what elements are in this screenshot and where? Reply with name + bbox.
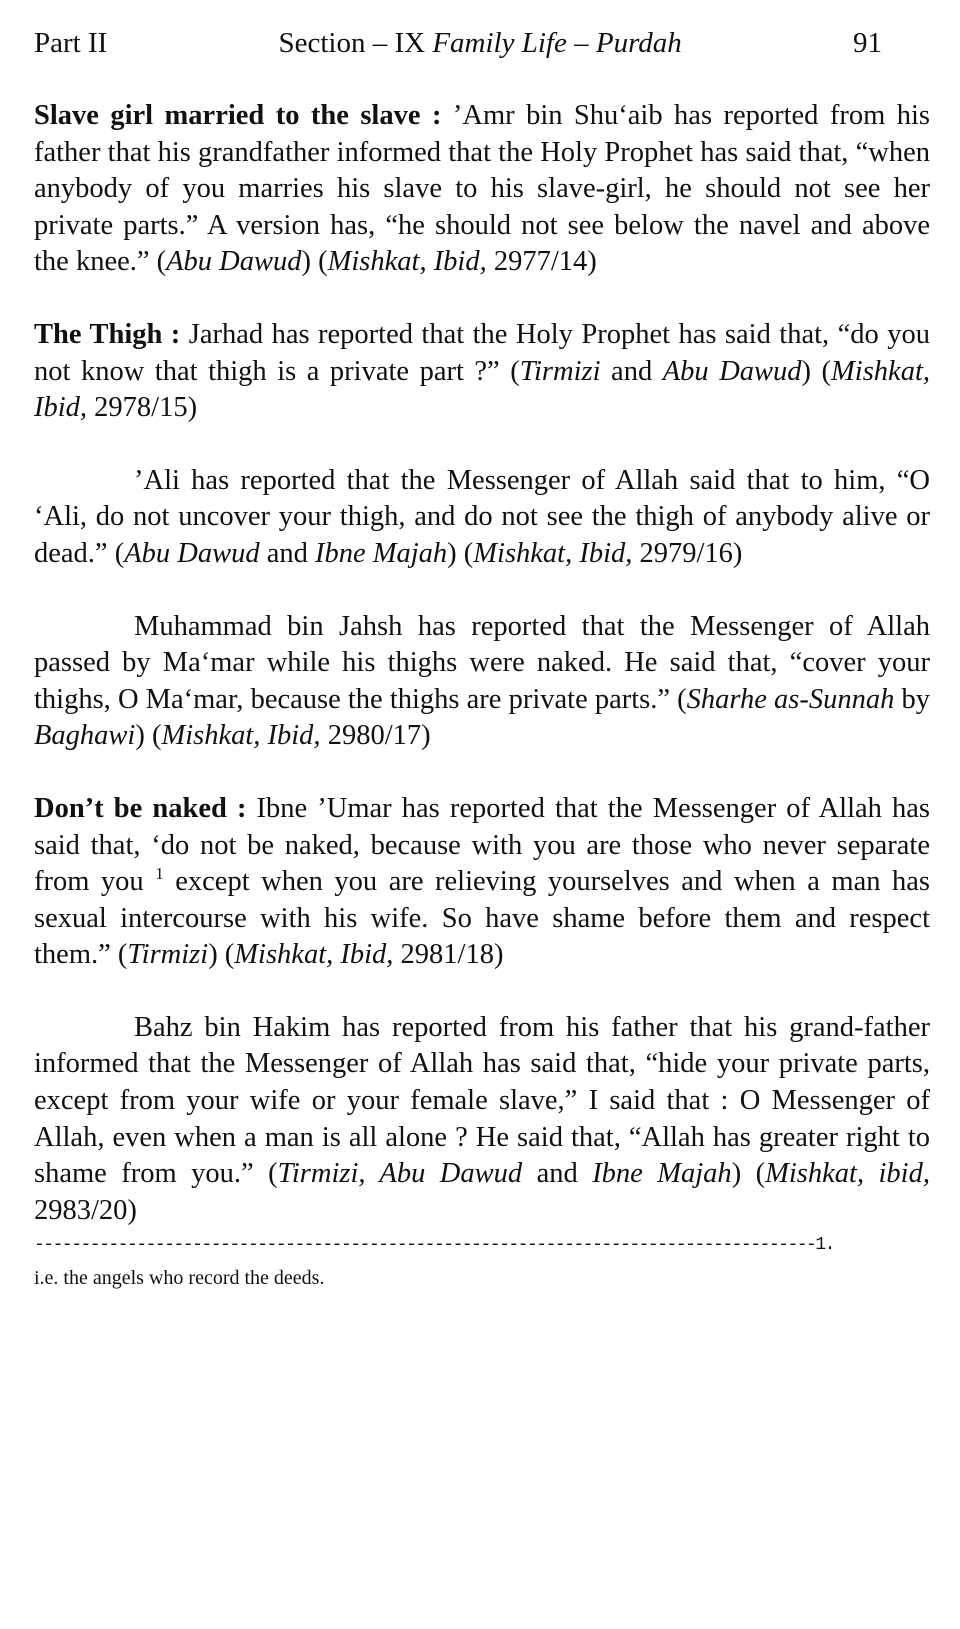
footnote-text: i.e. the angels who record the deeds.: [34, 1267, 325, 1290]
paragraph-heading: The Thigh :: [34, 318, 181, 350]
running-header: [34, 24, 930, 62]
footnote-reference: 1: [155, 864, 164, 884]
page-number: 91: [853, 27, 882, 59]
footnote-divider: ------------------------------------------------------------------------------------1.: [34, 1235, 834, 1256]
paragraph-heading: Slave girl married to the slave :: [34, 100, 442, 131]
paragraph-bahz-bin-hakim: Bahz bin Hakim has reported from his father that his grand-father informed that the Messenger of Allah has said that, “hide your private parts, except from your wife or your female slave,” I said that : O Messenger of Allah, even when a man is all alone ? He said that, “Allah has greater right to shame from you.” (Tirmizi, Abu Dawud and Ibne Majah) (Mishkat, ibid, 2983/20): [34, 1011, 930, 1226]
paragraph-slave-girl: Slave girl married to the slave : ’Amr bin Shu‘aib has reported from his father that his grandfather informed that the Holy Prophet has said that, “when anybody of you marries his slave to his slave-girl, he should not see her private parts.” A version has, “he should not see below the navel and above the knee.” (Abu Dawud) (Mishkat, Ibid, 2977/14): [34, 100, 930, 278]
part-label: Part II: [34, 27, 108, 59]
section-title: Section – IX Family Life – Purdah: [278, 27, 682, 59]
paragraph-dont-be-naked: Don’t be naked : Ibne ’Umar has reported that the Messenger of Allah has said that, ‘do not be naked, because with you are those who never separate from you $^1$ except when you are relieving yourselves and when a man has sexual intercourse with his wife. So have shame before them and respect them.” (Tirmizi) (Mishkat, Ibid, 2981/18): [34, 792, 930, 971]
paragraph-muhammad-bin-jahsh: Muhammad bin Jahsh has reported that the Messenger of Allah passed by Ma‘mar while his thighs were naked. He said that, “cover your thighs, O Ma‘mar, because the thighs are private parts.” (Sharhe as-Sunnah by Baghawi) (Mishkat, Ibid, 2980/17): [34, 610, 930, 752]
paragraph-the-thigh: The Thigh : Jarhad has reported that the Holy Prophet has said that, “do you not know that thigh is a private part ?” (Tirmizi and Abu Dawud) (Mishkat, Ibid, 2978/15): [34, 318, 930, 424]
paragraph-heading: Don’t be naked :: [34, 792, 247, 824]
paragraph-ali: ’Ali has reported that the Messenger of Allah said that to him, “O ‘Ali, do not uncover your thigh, and do not see the thigh of anybody alive or dead.” (Abu Dawud and Ibne Majah) (Mishkat, Ibid, 2979/16): [34, 464, 930, 569]
